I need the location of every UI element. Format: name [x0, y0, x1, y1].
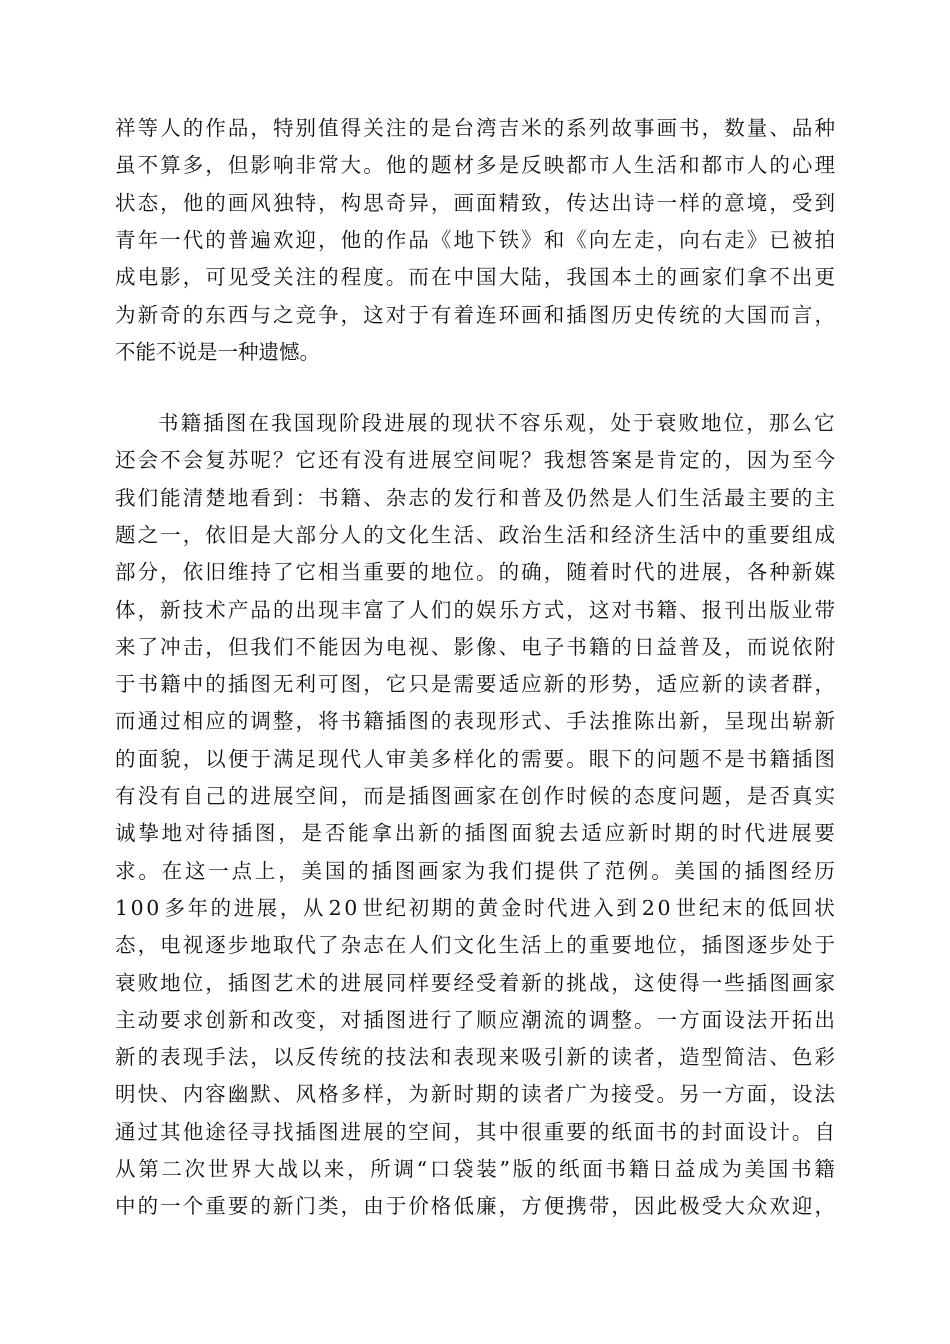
text-line: 为 新 奇 的 东 西 与 之 竞 争 ， 这 对 于 有 着 连 环 画 和 插 图 历 史 传 统 的 大 国 而 言 ，: [115, 302, 835, 327]
text-line: 部 分 ， 依 旧 维 持 了 它 相 当 重 要 的 地 位 。 的 确 ， 随 着 时 代 的 进 展 ， 各 种 新 媒: [115, 560, 835, 585]
text-line: 祥 等 人 的 作 品 ， 特 别 值 得 关 注 的 是 台 湾 吉 米 的 系 列 故 事 画 书 ， 数 量 、 品 种: [115, 116, 835, 140]
text-line: 中 的 一 个 重 要 的 新 门 类 ， 由 于 价 格 低 廉 ， 方 便 携 带 ， 因 此 极 受 大 众 欢 迎 ，: [115, 1194, 835, 1219]
text-line: 于 书 籍 中 的 插 图 无 利 可 图 ， 它 只 是 需 要 适 应 新 的 形 势 ， 适 应 新 的 读 者 群 ，: [115, 672, 835, 697]
text-line: 通 过 其 他 途 径 寻 找 插 图 进 展 的 空 间 ， 其 中 很 重 要 的 纸 面 书 的 封 面 设 计 。 自: [115, 1119, 835, 1144]
text-line: 从 第 二 次 世 界 大 战 以 来 ， 所 调 “ 口 袋 装 ” 版 的 纸 面 书 籍 日 益 成 为 美 国 书 籍: [115, 1157, 835, 1181]
text-line: 诚 挚 地 对 待 插 图 ， 是 否 能 拿 出 新 的 插 图 面 貌 去 适 应 新 时 期 的 时 代 进 展 要: [115, 821, 835, 846]
text-line: 题 之 一 ， 依 旧 是 大 部 分 人 的 文 化 生 活 、 政 治 生 活 和 经 济 生 活 中 的 重 要 组 成: [115, 522, 835, 547]
text-line: 求 。 在 这 一 点 上 ， 美 国 的 插 图 画 家 为 我 们 提 供 了 范 例 。 美 国 的 插 图 经 历: [115, 858, 835, 883]
text-line: 体 ， 新 技 术 产 品 的 出 现 丰 富 了 人 们 的 娱 乐 方 式 ， 这 对 书 籍 、 报 刊 出 版 业 带: [115, 597, 835, 622]
text-line: 新 的 表 现 手 法 ， 以 反 传 统 的 技 法 和 表 现 来 吸 引 新 的 读 者 ， 造 型 简 洁 、 色 彩: [115, 1045, 835, 1070]
text-line: 态 ， 电 视 逐 步 地 取 代 了 杂 志 在 人 们 文 化 生 活 上 的 重 要 地 位 ， 插 图 逐 步 处 于: [115, 933, 835, 958]
text-line: 而 通 过 相 应 的 调 整 ， 将 书 籍 插 图 的 表 现 形 式 、 手 法 推 陈 出 新 ， 呈 现 出 崭 新: [115, 709, 835, 734]
text-line: 不能不说是一种遗憾。: [115, 339, 320, 364]
text-line: 成 电 影 ， 可 见 受 关 注 的 程 度 。 而 在 中 国 大 陆 ， 我 国 本 土 的 画 家 们 拿 不 出 更: [115, 265, 835, 290]
text-line: 有 没 有 自 己 的 进 展 空 间 ， 而 是 插 图 画 家 在 创 作 时 候 的 态 度 问 题 ， 是 否 真 实: [115, 784, 835, 808]
text-line: 书 籍 插 图 在 我 国 现 阶 段 进 展 的 现 状 不 容 乐 观 ， 处 于 衰 败 地 位 ， 那 么 它: [158, 411, 835, 435]
text-line: 明 快 、 内 容 幽 默 、 风 格 多 样 ， 为 新 时 期 的 读 者 广 为 接 受 。 另 一 方 面 ， 设 法: [115, 1082, 835, 1107]
text-line: 虽 不 算 多 ， 但 影 响 非 常 大 。 他 的 题 材 多 是 反 映 都 市 人 生 活 和 都 市 人 的 心 理: [115, 153, 835, 178]
text-line: 衰 败 地 位 ， 插 图 艺 术 的 进 展 同 样 要 经 受 着 新 的 挑 战 ， 这 使 得 一 些 插 图 画 家: [115, 970, 835, 995]
text-line: 我 们 能 清 楚 地 看 到 ： 书 籍 、 杂 志 的 发 行 和 普 及 仍 然 是 人 们 生 活 最 主 要 的 主: [115, 485, 835, 510]
text-line: 青 年 一 代 的 普 遍 欢 迎 ， 他 的 作 品 《 地 下 铁 》 和 《 向 左 走 ， 向 右 走 》 已 被 拍: [115, 227, 835, 252]
text-line: 1 0 0 多 年 的 进 展 ， 从 2 0 世 纪 初 期 的 黄 金 时 代 进 入 到 2 0 世 纪 末 的 低 回 状: [115, 895, 835, 920]
text-line: 的 面 貌 ， 以 便 于 满 足 现 代 人 审 美 多 样 化 的 需 要 。 眼 下 的 问 题 不 是 书 籍 插 图: [115, 746, 835, 771]
text-line: 来 了 冲 击 ， 但 我 们 不 能 因 为 电 视 、 影 像 、 电 子 书 籍 的 日 益 普 及 ， 而 说 依 附: [115, 634, 835, 659]
text-line: 主 动 要 求 创 新 和 改 变 ， 对 插 图 进 行 了 顺 应 潮 流 的 调 整 。 一 方 面 设 法 开 拓 出: [115, 1007, 835, 1032]
text-line: 还 会 不 会 复 苏 呢 ？ 它 还 有 没 有 进 展 空 间 呢 ？ 我 想 答 案 是 肯 定 的 ， 因 为 至 今: [115, 448, 835, 473]
text-line: 状 态 ， 他 的 画 风 独 特 ， 构 思 奇 异 ， 画 面 精 致 ， 传 达 出 诗 一 样 的 意 境 ， 受 到: [115, 190, 835, 215]
